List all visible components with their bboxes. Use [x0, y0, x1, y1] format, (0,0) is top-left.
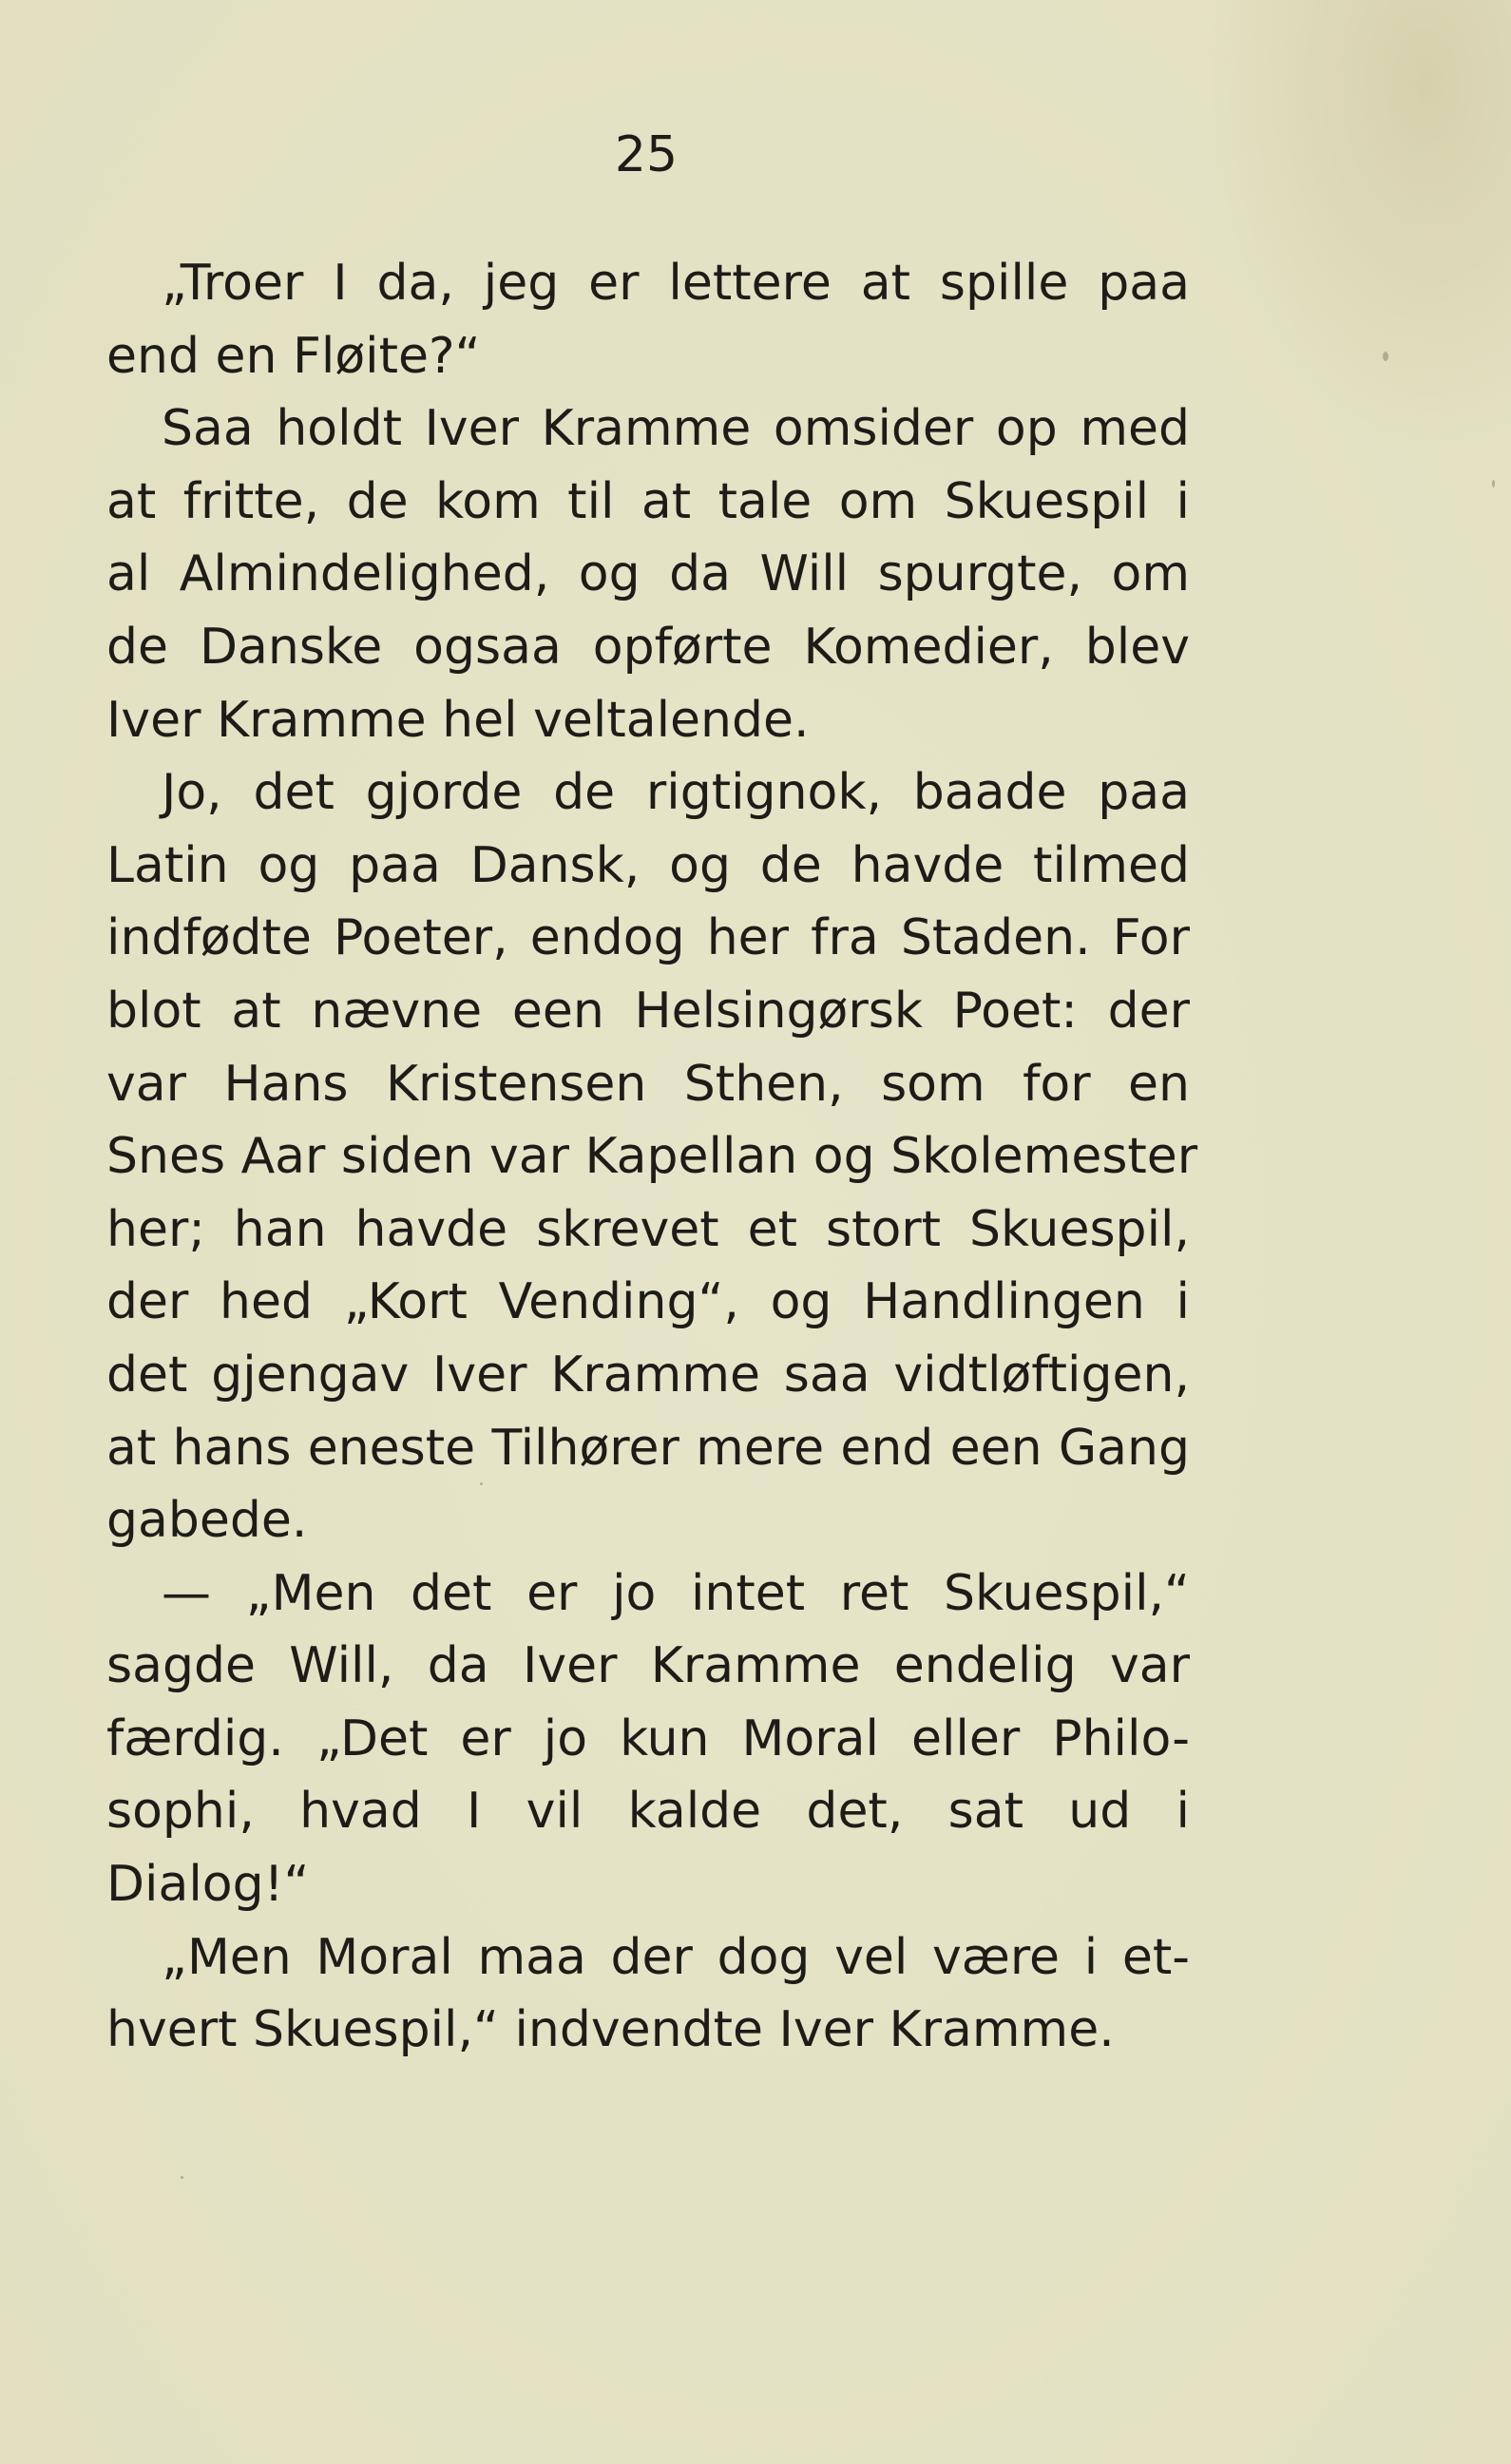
paper-speck: [1492, 480, 1495, 487]
text-line: det gjengav Iver Kramme saa vidtløftigen,: [106, 1346, 1190, 1404]
text-line: de Danske ogsaa opførte Komedier, blev: [106, 618, 1190, 676]
body-text: [106, 247, 1198, 2067]
text-line: end en Fløite?“: [106, 327, 481, 385]
text-line: Snes Aar siden var Kapellan og Skolemester: [106, 1128, 1198, 1186]
text-line: — „Men det er jo intet ret Skuespil,“: [162, 1564, 1190, 1622]
text-line: sophi, hvad I vil kalde det, sat ud i: [106, 1783, 1190, 1841]
paper-speck: [181, 2176, 183, 2179]
text-line: færdig. „Det er jo kun Moral eller Philo-: [106, 1710, 1190, 1767]
text-line: al Almindelighed, og da Will spurgte, om: [106, 545, 1190, 603]
text-line: gabede.: [106, 1492, 308, 1550]
page-number: 25: [614, 126, 679, 183]
text-line: indfødte Poeter, endog her fra Staden. For: [106, 909, 1190, 967]
text-line: var Hans Kristensen Sthen, som for en: [106, 1055, 1190, 1113]
text-line: blot at nævne een Helsingørsk Poet: der: [106, 982, 1190, 1040]
paper-speck: [1383, 352, 1388, 361]
text-line: Latin og paa Dansk, og de havde tilmed: [106, 836, 1190, 894]
text-line: Iver Kramme hel veltalende.: [106, 691, 810, 749]
text-line: at hans eneste Tilhører mere end een Gang: [106, 1419, 1190, 1477]
text-line: sagde Will, da Iver Kramme endelig var: [106, 1637, 1190, 1695]
text-line: „Men Moral maa der dog vel være i et-: [162, 1928, 1190, 1986]
text-line: Dialog!“: [106, 1856, 310, 1914]
text-line: Jo, det gjorde de rigtignok, baade paa: [162, 764, 1190, 822]
text-line: at fritte, de kom til at tale om Skuespil i: [106, 472, 1190, 530]
text-line: hvert Skuespil,“ indvendte Iver Kramme.: [106, 2001, 1115, 2059]
text-line: der hed „Kort Vending“, og Handlingen i: [106, 1273, 1190, 1331]
text-line: „Troer I da, jeg er lettere at spille paa: [162, 255, 1190, 312]
text-line: her; han havde skrevet et stort Skuespil,: [106, 1200, 1190, 1258]
paper-speck: [480, 1482, 483, 1485]
text-line: Saa holdt Iver Kramme omsider op med: [162, 400, 1190, 458]
